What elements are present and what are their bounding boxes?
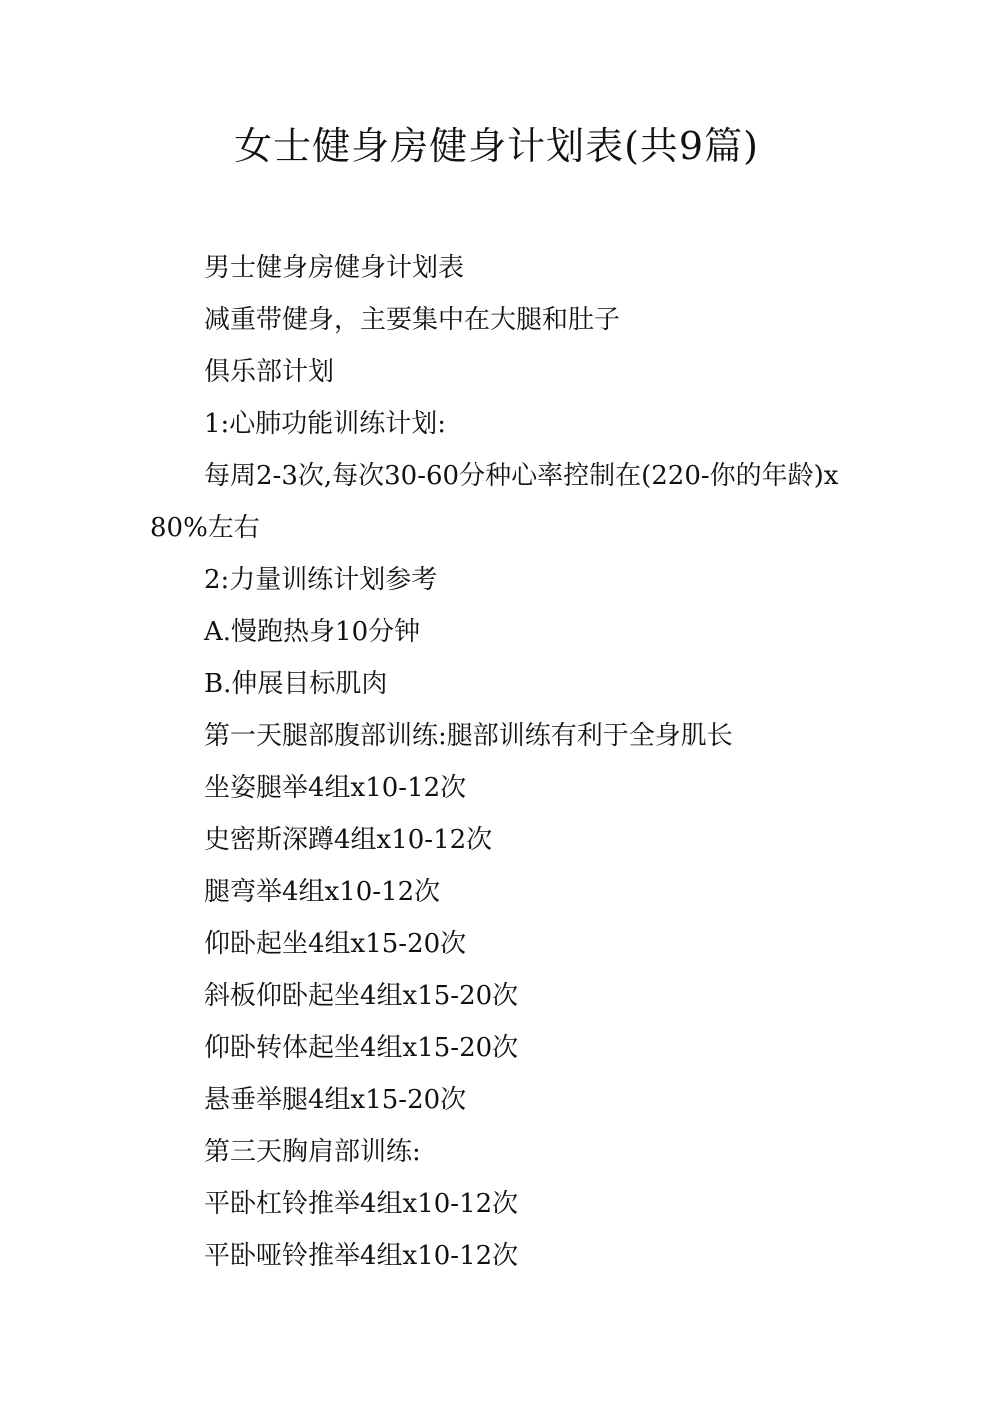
paragraph: 2:力量训练计划参考	[204, 565, 438, 595]
paragraph: 平卧哑铃推举4组x10-12次	[204, 1241, 519, 1271]
paragraph: 悬垂举腿4组x15-20次	[204, 1085, 467, 1115]
paragraph: 减重带健身，主要集中在大腿和肚子	[204, 305, 621, 335]
paragraph: 第一天腿部腹部训练:腿部训练有利于全身肌长	[204, 721, 733, 751]
paragraph: 第三天胸肩部训练:	[204, 1137, 421, 1167]
paragraph: 俱乐部计划	[204, 357, 335, 387]
paragraph: B.伸展目标肌肉	[204, 669, 388, 699]
paragraph: 斜板仰卧起坐4组x15-20次	[204, 981, 519, 1011]
document-title: 女士健身房健身计划表(共9篇)	[234, 124, 759, 168]
paragraph: 仰卧起坐4组x15-20次	[204, 929, 467, 959]
paragraph: 史密斯深蹲4组x10-12次	[204, 825, 493, 855]
paragraph: 腿弯举4组x10-12次	[204, 877, 441, 907]
paragraph: 每周2-3次,每次30-60分种心率控制在(220-你的年龄)x80%左右	[150, 461, 839, 543]
paragraph: A.慢跑热身10分钟	[204, 617, 421, 647]
paragraph: 平卧杠铃推举4组x10-12次	[204, 1189, 519, 1219]
paragraph: 1:心肺功能训练计划:	[204, 409, 447, 439]
paragraph: 坐姿腿举4组x10-12次	[204, 773, 467, 803]
paragraph: 男士健身房健身计划表	[204, 253, 465, 283]
paragraph: 仰卧转体起坐4组x15-20次	[204, 1033, 519, 1063]
document-body	[150, 242, 850, 1282]
